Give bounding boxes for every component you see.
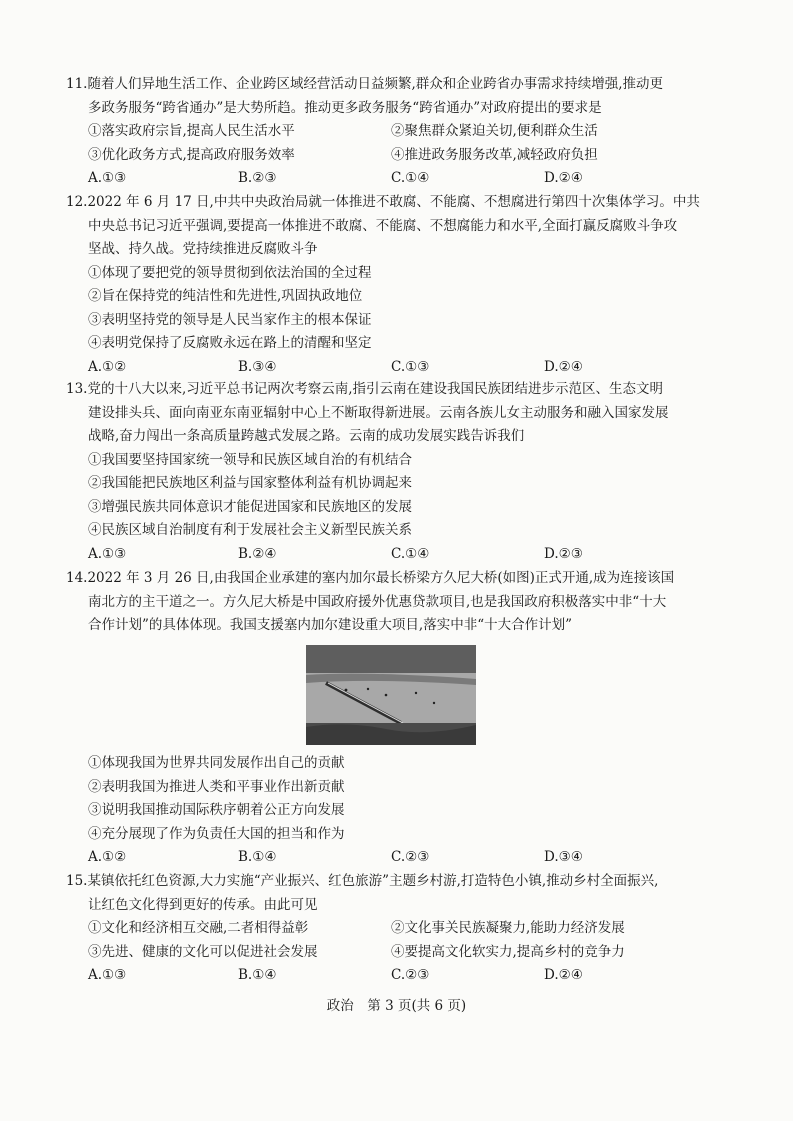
answer-b: B.②③: [238, 170, 277, 186]
question-stem-line: 坚战、持久战。党持续推进反腐败斗争: [88, 241, 318, 257]
question-stem-line: 多政务服务“跨省通办”是大势所趋。推动更多政务服务“跨省通办”对政府提出的要求是: [88, 99, 602, 116]
question-14-options: [88, 752, 708, 870]
answer-a: A.①②: [88, 849, 127, 865]
answer-b: B.①④: [238, 967, 277, 983]
option-1: ①体现了要把党的领导贯彻到依法治国的全过程: [88, 264, 372, 281]
option-4: ④充分展现了作为负责任大国的担当和作为: [88, 825, 345, 842]
answer-d: D.③④: [544, 849, 583, 865]
question-stem-line: 12.2022 年 6 月 17 日,中共中央政治局就一体推进不敢腐、不能腐、不想腐进行第四十次集体学习。中共: [66, 194, 700, 210]
option-4: ④要提高文化软实力,提高乡村的竞争力: [391, 943, 625, 960]
option-2: ②旨在保持党的纯洁性和先进性,巩固执政地位: [88, 288, 363, 304]
answer-b: B.②④: [238, 545, 277, 562]
page-footer: 政治 第 3 页(共 6 页): [326, 998, 467, 1014]
option-1: ①落实政府宗旨,提高人民生活水平: [88, 123, 295, 139]
question-14: [66, 567, 708, 638]
answer-a: A.①②: [88, 358, 127, 375]
question-stem-line: 15.某镇依托红色资源,大力实施“产业振兴、红色旅游”主题乡村游,打造特色小镇,推动乡村全面振兴,: [66, 873, 659, 889]
option-2: ②表明我国为推进人类和平事业作出新贡献: [88, 778, 345, 795]
answer-c: C.①③: [391, 358, 430, 375]
option-3: ③优化政务方式,提高政府服务效率: [88, 146, 295, 163]
option-3: ③说明我国推动国际秩序朝着公正方向发展: [88, 802, 345, 818]
answer-d: D.②④: [544, 170, 583, 186]
question-11: [66, 73, 708, 191]
answer-d: D.②④: [544, 967, 583, 983]
option-2: ②文化事关民族凝聚力,能助力经济发展: [391, 920, 625, 936]
question-stem-line: 中央总书记习近平强调,要提高一体推进不敢腐、不能腐、不想腐能力和水平,全面打赢反腐败斗争攻: [88, 217, 678, 234]
option-3: ③先进、健康的文化可以促进社会发展: [88, 943, 318, 960]
option-row: [88, 917, 708, 941]
option-4: ④民族区域自治制度有利于发展社会主义新型民族关系: [88, 522, 412, 538]
option-row: [88, 144, 708, 168]
answer-c: C.①④: [391, 545, 430, 562]
answer-d: D.②④: [544, 358, 583, 375]
option-row: [88, 120, 708, 144]
question-15: [66, 870, 708, 988]
option-1: ①体现我国为世界共同发展作出自己的贡献: [88, 755, 345, 771]
option-2: ②我国能把民族地区利益与国家整体利益有机协调起来: [88, 475, 412, 491]
option-row: [88, 941, 708, 965]
option-3: ③增强民族共同体意识才能促进国家和民族地区的发展: [88, 498, 412, 515]
answer-row: [88, 846, 708, 870]
answer-c: C.①④: [391, 170, 430, 186]
question-stem-line: 11.随着人们异地生活工作、企业跨区域经营活动日益频繁,群众和企业跨省办事需求持续增强,推动更: [66, 76, 664, 92]
question-stem-line: 战略,奋力闯出一条高质量跨越式发展之路。云南的成功发展实践告诉我们: [88, 428, 525, 444]
option-2: ②聚焦群众紧迫关切,便利群众生活: [391, 123, 598, 139]
question-stem-line: 14.2022 年 3 月 26 日,由我国企业承建的塞内加尔最长桥梁方久尼大桥(如图)正式开通,成为连接该国: [66, 570, 675, 586]
question-stem-line: 建设排头兵、面向南亚东南亚辐射中心上不断取得新进展。云南各族儿女主动服务和融入国家发展: [88, 404, 669, 421]
question-12: [66, 191, 708, 379]
answer-row: [88, 356, 708, 380]
answer-b: B.③④: [238, 358, 277, 375]
answer-row: [88, 964, 708, 988]
option-1: ①文化和经济相互交融,二者相得益彰: [88, 920, 309, 936]
question-stem-line: 让红色文化得到更好的传承。由此可见: [88, 896, 318, 913]
answer-row: [88, 543, 708, 567]
answer-a: A.①③: [88, 170, 127, 186]
answer-row: [88, 167, 708, 191]
option-3: ③表明坚持党的领导是人民当家作主的根本保证: [88, 311, 372, 328]
bridge-illustration: [306, 645, 476, 745]
option-1: ①我国要坚持国家统一领导和民族区域自治的有机结合: [88, 451, 412, 468]
question-13: [66, 378, 708, 566]
option-4: ④推进政务服务改革,减轻政府负担: [391, 146, 598, 163]
question-stem-line: 13.党的十八大以来,习近平总书记两次考察云南,指引云南在建设我国民族团结进步示范区、生态文明: [66, 381, 664, 397]
answer-c: C.②③: [391, 967, 430, 983]
bridge-photo: [306, 645, 476, 745]
answer-c: C.②③: [391, 849, 430, 865]
option-4: ④表明党保持了反腐败永远在路上的清醒和坚定: [88, 335, 372, 351]
answer-a: A.①③: [88, 545, 127, 562]
question-stem-line: 南北方的主干道之一。方久尼大桥是中国政府援外优惠贷款项目,也是我国政府积极落实中非“十大: [88, 593, 667, 610]
question-stem-line: 合作计划”的具体体现。我国支援塞内加尔建设重大项目,落实中非“十大合作计划”: [88, 617, 572, 633]
answer-a: A.①③: [88, 967, 127, 983]
answer-b: B.①④: [238, 849, 277, 865]
answer-d: D.②③: [544, 545, 583, 562]
